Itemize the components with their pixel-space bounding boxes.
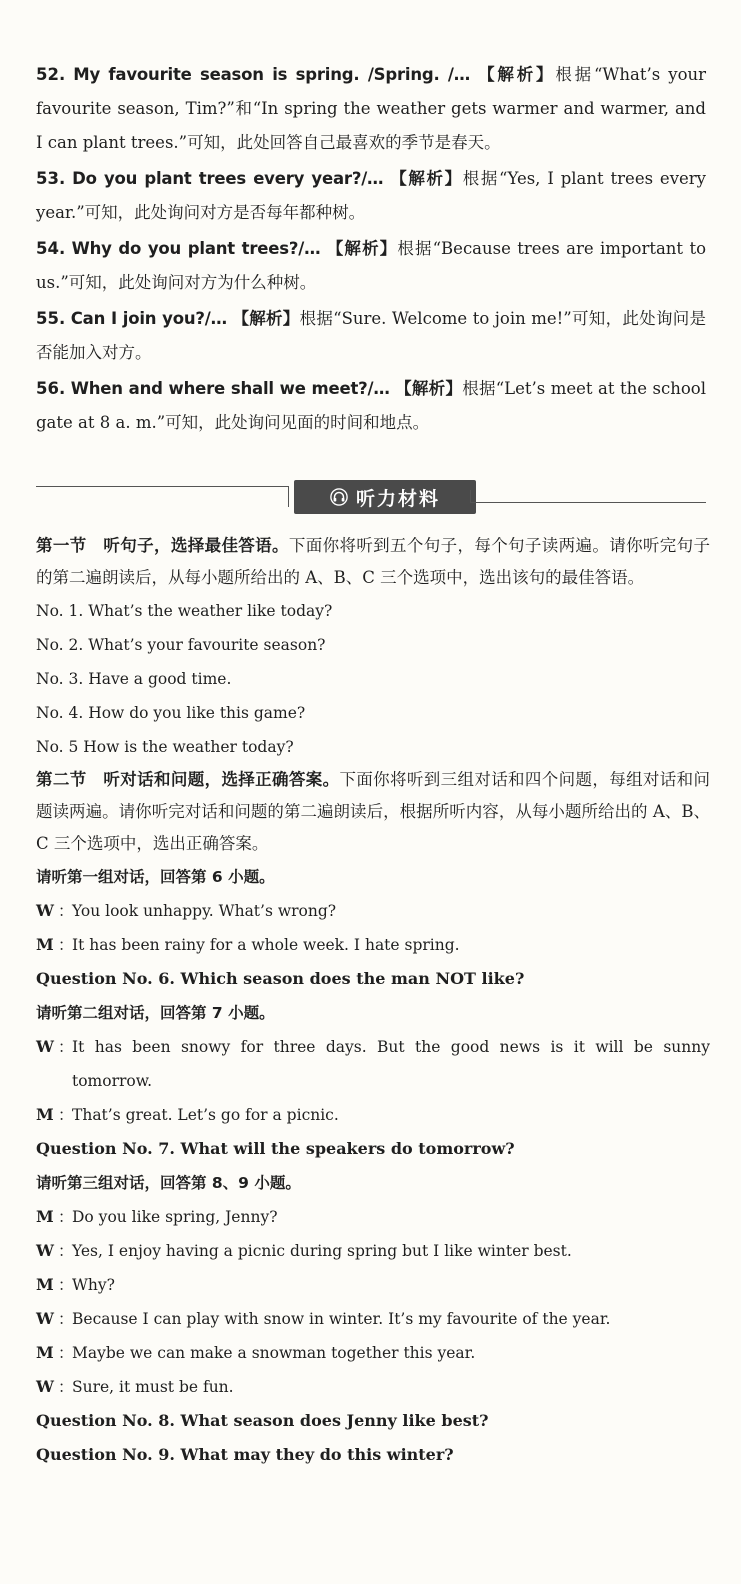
speaker: W [36,901,54,920]
headphone-icon [330,488,348,506]
dialogue-line [36,1030,710,1098]
speaker-colon: ： [58,1276,74,1294]
dialogue-text: You look unhappy. What’s wrong? [72,902,337,920]
speaker-colon: ： [58,936,74,954]
sentence-item: No. 4. How do you like this game? [36,704,306,722]
dialogue-line [36,894,710,928]
analysis-text: 根据“Sure. Welcome to join me!”可知，此处询问是否能加入对方。 [36,309,707,362]
dialogue-line [36,1098,710,1132]
speaker: W [36,1037,54,1056]
analysis-tag: 【解析】 [232,309,300,328]
answer-sentence: Do you plant trees every year?/… [72,169,384,188]
dialogue-line [36,928,710,962]
question-8: Question No. 8. What season does Jenny like best? [36,1411,489,1430]
analysis-tag: 【解析】 [478,65,556,84]
analysis-text: 根据“Because trees are important to us.”可知，此处询问对方为什么种树。 [36,239,707,292]
answer-sentence: When and where shall we meet?/… [70,379,390,398]
dialogue-line [36,1370,710,1404]
dialogue-text: Because I can play with snow in winter. It’s my favourite of the year. [72,1310,611,1328]
dialogue-text: That’s great. Let’s go for a picnic. [72,1106,339,1124]
answer-sentence: My favourite season is spring. /Spring. /… [73,65,471,84]
analysis-text: 根据“Let’s meet at the school gate at 8 a. m.”可知，此处询问见面的时间和地点。 [36,379,707,432]
answer-number: 53. [36,169,66,188]
group-1-heading: 请听第一组对话，回答第 6 小题。 [36,868,275,886]
speaker-colon: ： [58,1378,74,1396]
dialogue-line [36,1268,710,1302]
divider-hook-right [470,490,485,503]
divider-right [484,502,706,503]
analysis-tag: 【解析】 [326,239,398,258]
section-2-title: 第二节 听对话和问题，选择正确答案。 [36,770,340,789]
dialogue-text: Why? [72,1276,115,1294]
divider-hook-left [278,486,289,507]
analysis-text: 根据“What’s your favourite season, Tim?”和“In spring the weather gets warmer and warmer, and I can plant trees.”可知，此处回答自己最喜欢的季节是春天。 [36,65,707,152]
answer-53 [36,162,706,230]
dialogue-line [36,1234,710,1268]
group-2-heading: 请听第二组对话，回答第 7 小题。 [36,1004,275,1022]
dialogue-line [36,1200,710,1234]
banner-title-box [294,480,476,514]
section-1-heading [36,530,710,594]
analysis-text: 根据“Yes, I plant trees every year.”可知，此处询问对方是否每年都种树。 [36,169,706,222]
section-2-instruction: 下面你将听到三组对话和四个问题，每组对话和问题读两遍。请你听完对话和问题的第二遍朗读后，根据所听内容，从每小题所给出的 A、B、C 三个选项中，选出正确答案。 [36,770,711,853]
dialogue-line [36,1302,710,1336]
section-2-heading [36,764,710,860]
speaker: W [36,1309,54,1328]
answer-number: 52. [36,65,66,84]
listening-material [36,530,710,1472]
speaker: M [36,935,54,954]
analysis-tag: 【解析】 [395,379,463,398]
speaker: W [36,1377,54,1396]
section-1-title: 第一节 听句子，选择最佳答语。 [36,536,289,555]
speaker-colon: ： [58,1344,74,1362]
speaker-colon: ： [58,1310,74,1328]
answer-52 [36,58,706,160]
question-9: Question No. 9. What may they do this winter? [36,1445,454,1464]
section-1-instruction: 下面你将听到五个句子，每个句子读两遍。请你听完句子的第二遍朗读后，从每小题所给出的 A、B、C 三个选项中，选出该句的最佳答语。 [36,536,711,587]
speaker-colon: ： [58,902,74,920]
dialogue-text: Do you like spring, Jenny? [72,1208,278,1226]
answer-sentence: Can I join you?/… [70,309,227,328]
speaker: M [36,1105,54,1124]
dialogue-text: It has been rainy for a whole week. I hate spring. [72,936,460,954]
answer-56 [36,372,706,440]
speaker-colon: ： [58,1208,74,1226]
dialogue-text: Maybe we can make a snowman together this year. [72,1344,476,1362]
question-7: Question No. 7. What will the speakers do tomorrow? [36,1139,515,1158]
speaker: M [36,1343,54,1362]
speaker: M [36,1275,54,1294]
section-banner [36,478,706,518]
answer-number: 54. [36,239,66,258]
dialogue-line [36,1336,710,1370]
sentence-item: No. 1. What’s the weather like today? [36,602,333,620]
answer-number: 55. [36,309,66,328]
speaker-colon: ： [58,1038,74,1056]
group-3-heading: 请听第三组对话，回答第 8、9 小题。 [36,1174,301,1192]
sentence-item: No. 5 How is the weather today? [36,738,294,756]
speaker-colon: ： [58,1242,74,1260]
dialogue-text: Yes, I enjoy having a picnic during spring but I like winter best. [72,1242,572,1260]
analysis-tag: 【解析】 [390,169,463,188]
banner-title: 听力材料 [355,487,440,510]
dialogue-text: Sure, it must be fun. [72,1378,234,1396]
sentence-item: No. 2. What’s your favourite season? [36,636,326,654]
speaker: W [36,1241,54,1260]
answer-key [36,58,706,442]
speaker: M [36,1207,54,1226]
speaker-colon: ： [58,1106,74,1124]
answer-sentence: Why do you plant trees?/… [71,239,321,258]
dialogue-text: It has been snowy for three days. But the good news is it will be sunny tomorrow. [72,1038,710,1090]
question-6: Question No. 6. Which season does the man NOT like? [36,969,525,988]
sentence-item: No. 3. Have a good time. [36,670,232,688]
answer-55 [36,302,706,370]
answer-54 [36,232,706,300]
answer-number: 56. [36,379,66,398]
divider-left [36,486,278,487]
